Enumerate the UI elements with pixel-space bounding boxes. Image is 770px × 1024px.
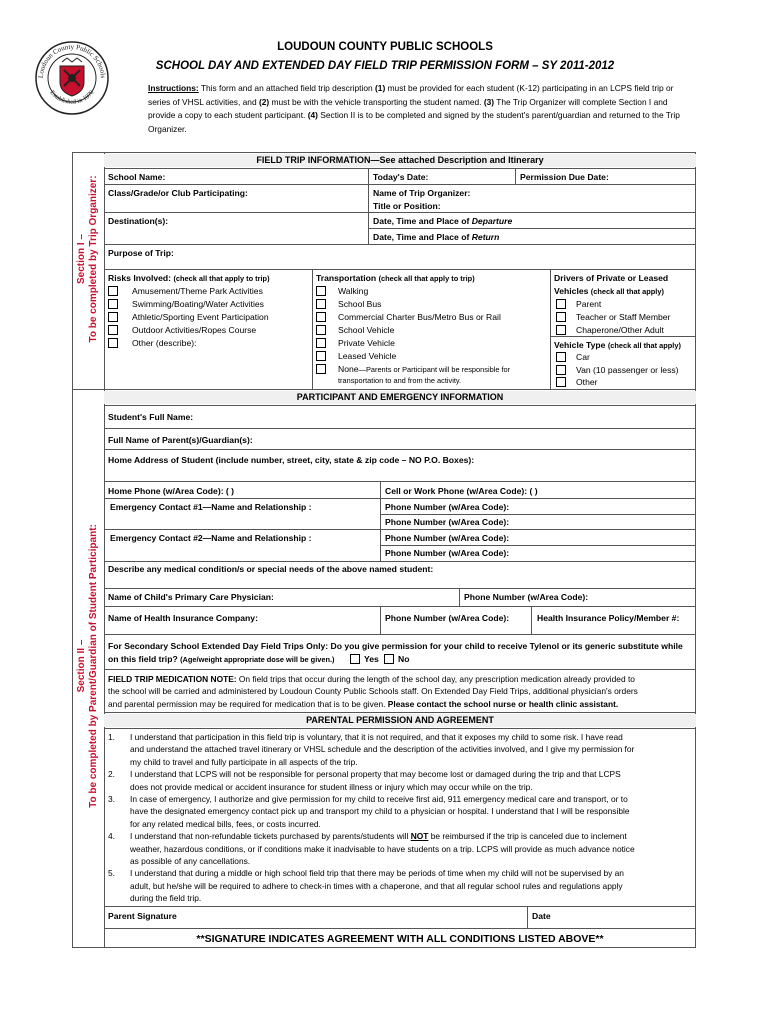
agreement-item-line: my child to travel and fully participate in all aspects of the trip. (130, 756, 358, 767)
row-divider (104, 498, 696, 499)
tylenol-question-text: on this field trip? (108, 654, 178, 664)
vehicle-type-note: (check all that apply) (607, 341, 681, 350)
todays-date-field[interactable]: Today's Date: (373, 172, 429, 182)
school-name-field[interactable]: School Name: (108, 172, 166, 182)
vehicle-type-option-label: Car (576, 352, 590, 362)
section2-sidebar-label (76, 466, 100, 866)
transport-none-note: —Parents or Participant will be responsible for (358, 365, 511, 374)
agreement-list (108, 731, 688, 905)
seal-text-top: Loudoun County Public Schools (36, 42, 108, 79)
instructions-text: This form and an attached field trip description (198, 83, 375, 93)
instructions-text: The Trip Organizer will complete Section I and provide a copy to each student participant. (148, 96, 668, 120)
vehicle-type-option-label: Van (10 passenger or less) (576, 365, 679, 375)
title-position-field[interactable]: Title or Position: (373, 201, 441, 211)
drivers-note: (check all that apply) (590, 287, 664, 296)
agreement-text: be reimbursed if the trip is canceled due to inclement (428, 831, 627, 842)
section1-sidebar-label (76, 144, 100, 374)
driver-option-label: Parent (576, 299, 602, 309)
medication-note-line (108, 698, 694, 710)
row-divider (104, 529, 696, 530)
agreement-item-line: and understand the attached travel itinerary or VHSL schedule and the description of the activities involved, and I give my permission for (130, 744, 635, 755)
cell-phone-field[interactable]: Cell or Work Phone (w/Area Code): ( ) (385, 486, 538, 496)
driver-checkbox[interactable] (556, 312, 566, 322)
risks-title: Risks Involved: (108, 273, 172, 283)
transport-checkbox[interactable] (316, 299, 326, 309)
agreement-item-line: for any related medical bills, fees, or costs incurred. (130, 818, 321, 829)
agreement-item-line: I understand that participation in this field trip is voluntary, that it is not required, and that it exposes my child to some risk. I have read (130, 732, 623, 742)
row-divider (104, 405, 696, 406)
insurance-policy-field[interactable]: Health Insurance Policy/Member #: (537, 613, 680, 623)
transportation-title: Transportation (316, 273, 377, 283)
instructions-text: must be provided for each student (K-12) participating in an LCPS field trip or series of VHSL activities, and (148, 83, 674, 107)
tylenol-yes-label: Yes (364, 654, 379, 664)
insurance-company-field[interactable]: Name of Health Insurance Company: (108, 613, 258, 623)
drivers-title: Vehicles (554, 286, 589, 296)
tylenol-question: For Secondary School Extended Day Field Trips Only: Do you give permission for your child to receive Tylenol or its generic substitute while (108, 641, 683, 651)
form-title: SCHOOL DAY AND EXTENDED DAY FIELD TRIP PERMISSION FORM – SY 2011-2012 (155, 60, 615, 72)
student-full-name-field[interactable]: Student's Full Name: (108, 412, 194, 422)
tylenol-dose-note: (Age/weight appropriate dose will be given.) (180, 655, 335, 664)
drivers-label-continued (554, 286, 664, 296)
medication-note (108, 673, 694, 710)
row-divider (104, 669, 696, 670)
col-divider (368, 168, 369, 244)
parent-signature-field[interactable]: Parent Signature (108, 911, 177, 921)
transport-none-note-continued: transportation to and from the activity. (338, 376, 462, 385)
agreement-item (108, 793, 688, 830)
agreement-item-line: as possible of any cancellations. (130, 856, 251, 867)
agreement-item-line: does not provide medical or accident insurance for student illness or injury which may occur while on the trip. (130, 781, 533, 792)
instructions (148, 82, 688, 136)
row-divider (104, 906, 696, 907)
col-divider (380, 606, 381, 634)
instructions-text: Section II is to be completed and signed by the student's parent/guardian and returned to the Trip Organizer. (148, 110, 680, 134)
section-divider (72, 389, 696, 390)
agreement-item-number: 3. (108, 794, 115, 805)
home-phone-field[interactable]: Home Phone (w/Area Code): ( ) (108, 486, 235, 496)
signature-agreement-notice: **SIGNATURE INDICATES AGREEMENT WITH ALL CONDITIONS LISTED ABOVE** (196, 933, 604, 945)
driver-checkbox[interactable] (556, 325, 566, 335)
driver-option-label: Chaperone/Other Adult (576, 325, 664, 335)
row-divider (380, 514, 696, 515)
seal-text-bottom: Established in 1870 (48, 89, 96, 106)
row-divider (104, 481, 696, 482)
emergency-phone-2a-field[interactable]: Phone Number (w/Area Code): (385, 533, 510, 543)
col-divider (527, 906, 528, 928)
transport-option-label: Walking (338, 286, 369, 296)
departure-field[interactable] (373, 216, 512, 226)
transport-none-label (338, 364, 510, 374)
agreement-item (108, 768, 688, 793)
agreement-item-line: In case of emergency, I authorize and give permission for my child to receive first aid, 911 emergency medical care and transport, or to (130, 794, 628, 805)
row-divider (104, 606, 696, 607)
row-divider (104, 561, 696, 562)
agreement-item-line: during the field trip. (130, 893, 202, 904)
transport-option-label: School Bus (338, 299, 382, 309)
tylenol-no-checkbox[interactable] (384, 654, 394, 664)
risks-label (108, 273, 270, 283)
medication-note-line: the school will be carried and administered by Loudoun County Public Schools staff. On Extended Day Field Trips, additional physician's orders (108, 686, 638, 697)
physician-phone-field[interactable]: Phone Number (w/Area Code): (464, 592, 589, 602)
agreement-item (108, 867, 688, 904)
agreement-item-line: have the designated emergency contact pick up and transport my child to a physician or hospital. I understand that I will be responsible (130, 806, 630, 817)
agreement-item-number: 4. (108, 831, 115, 842)
tylenol-yes-checkbox[interactable] (350, 654, 360, 664)
vehicle-type-option-label: Other (576, 377, 598, 387)
section2-subtitle: To be completed by Parent/Guardian of Student Participant: (88, 524, 99, 808)
col-divider (380, 481, 381, 561)
agreement-heading: PARENTAL PERMISSION AND AGREEMENT (104, 714, 696, 727)
vehicle-type-title: Vehicle Type (554, 340, 606, 350)
agreement-item-line: adult, but he/she will be required to adhere to check-in times with a chaperone, and that all regular school rules and regulations apply (130, 880, 623, 891)
driver-option-label: Teacher or Staff Member (576, 312, 671, 322)
emergency-phone-2b-field[interactable]: Phone Number (w/Area Code): (385, 548, 510, 558)
agreement-text: I understand that non-refundable tickets purchased by parents/students will (130, 831, 411, 842)
trip-info-heading: FIELD TRIP INFORMATION—See attached Description and Itinerary (104, 154, 696, 167)
row-divider (104, 428, 696, 429)
col-divider (312, 269, 313, 389)
emergency-phone-1b-field[interactable]: Phone Number (w/Area Code): (385, 517, 510, 527)
col-divider (459, 588, 460, 606)
emergency-contact-1-field[interactable]: Emergency Contact #1—Name and Relationship : (110, 502, 312, 512)
risk-option-label: Outdoor Activities/Ropes Course (132, 325, 257, 335)
medication-note-text: and parental permission may be required for medication that is to be given. (108, 698, 388, 709)
row-divider (104, 928, 696, 929)
agreement-not-emphasis: NOT (410, 831, 429, 842)
drivers-label: Drivers of Private or Leased (554, 273, 669, 283)
vehicle-type-checkbox[interactable] (556, 352, 566, 362)
row-divider (380, 545, 696, 546)
medication-note-contact: Please contact the school nurse or health clinic assistant. (387, 698, 619, 709)
agreement-item-line: I understand that during a middle or high school field trip that there may be periods of time when my child will not be supervised by an (130, 868, 624, 879)
agreement-item-number: 1. (108, 732, 115, 742)
class-grade-field[interactable]: Class/Grade/or Club Participating: (108, 188, 248, 198)
transportation-label (316, 273, 475, 283)
risk-checkbox[interactable] (108, 325, 118, 335)
transport-checkbox[interactable] (316, 364, 326, 374)
transport-none-text: None (338, 364, 359, 374)
col-divider (550, 269, 551, 389)
risk-option-label: Other (describe): (132, 338, 197, 348)
risk-option-label: Athletic/Sporting Event Participation (132, 312, 269, 322)
tylenol-no-label: No (398, 654, 410, 664)
driver-checkbox[interactable] (556, 299, 566, 309)
transport-option-label: Private Vehicle (338, 338, 395, 348)
risks-note: (check all that apply to trip) (173, 274, 270, 283)
agreement-item-line (130, 830, 688, 842)
instructions-num: (3) (483, 96, 495, 107)
transport-checkbox[interactable] (316, 338, 326, 348)
agreement-item (108, 731, 688, 768)
trip-organizer-name-field[interactable]: Name of Trip Organizer: (373, 188, 471, 198)
instructions-label: Instructions: (148, 83, 199, 93)
medication-note-label: FIELD TRIP MEDICATION NOTE: (108, 674, 237, 684)
parent-names-field[interactable]: Full Name of Parent(s)/Guardian(s): (108, 435, 253, 445)
row-divider (368, 228, 696, 229)
transportation-note: (check all that apply to trip) (378, 274, 475, 283)
participant-heading: PARTICIPANT AND EMERGENCY INFORMATION (104, 391, 696, 404)
organization-title: LOUDOUN COUNTY PUBLIC SCHOOLS (277, 41, 493, 53)
row-divider (104, 269, 696, 270)
transport-option-label: School Vehicle (338, 325, 395, 335)
row-divider (550, 336, 696, 337)
departure-word: Departure (471, 216, 513, 226)
transport-option-label: Leased Vehicle (338, 351, 397, 361)
risk-checkbox[interactable] (108, 312, 118, 322)
vehicle-type-checkbox[interactable] (556, 365, 566, 375)
emergency-phone-1a-field[interactable]: Phone Number (w/Area Code): (385, 502, 510, 512)
agreement-item-number: 5. (108, 868, 115, 879)
risk-checkbox[interactable] (108, 299, 118, 309)
insurance-phone-field[interactable]: Phone Number (w/Area Code): (385, 613, 510, 623)
risk-checkbox[interactable] (108, 338, 118, 348)
home-address-field[interactable]: Home Address of Student (include number, street, city, state & zip code – NO P.O. Boxes): (108, 455, 475, 465)
instructions-text: must be with the vehicle transporting the student named. (269, 96, 484, 107)
row-divider (104, 244, 696, 245)
purpose-field[interactable]: Purpose of Trip: (108, 248, 174, 258)
instructions-num: (1) (375, 83, 386, 93)
return-field[interactable] (373, 232, 499, 242)
risk-checkbox[interactable] (108, 286, 118, 296)
sidebar-divider (104, 152, 105, 948)
return-prefix: Date, Time and Place of (373, 232, 472, 242)
transport-checkbox[interactable] (316, 312, 326, 322)
departure-prefix: Date, Time and Place of (373, 216, 472, 226)
col-divider (515, 168, 516, 184)
section1-subtitle: To be completed by Trip Organizer: (88, 175, 99, 343)
agreement-item-line: weather, hazardous conditions, or if conditions make it inadvisable to have students on a trip. LCPS will provide as much advance notice (130, 843, 635, 854)
transport-option-label: Commercial Charter Bus/Metro Bus or Rail (338, 312, 501, 322)
return-word: Return (471, 232, 500, 242)
section2-title: Section II – (76, 639, 87, 693)
row-divider (104, 212, 696, 213)
medical-conditions-field[interactable]: Describe any medical condition/s or special needs of the above named student: (108, 564, 434, 574)
vehicle-type-label (554, 340, 681, 350)
risk-option-label: Swimming/Boating/Water Activities (132, 299, 264, 309)
row-divider (104, 184, 696, 185)
row-divider (104, 634, 696, 635)
tylenol-question-continued (108, 654, 335, 664)
row-divider (104, 728, 696, 729)
signature-date-field[interactable]: Date (532, 911, 551, 921)
agreement-item-number: 2. (108, 769, 115, 780)
physician-name-field[interactable]: Name of Child's Primary Care Physician: (108, 592, 274, 602)
agreement-item-line: I understand that LCPS will not be responsible for personal property that may become lost or damaged during the trip and that LCPS (130, 769, 621, 780)
destinations-field[interactable]: Destination(s): (108, 216, 169, 226)
row-divider (104, 449, 696, 450)
transport-checkbox[interactable] (316, 325, 326, 335)
section1-title: Section I – (76, 234, 87, 285)
transport-checkbox[interactable] (316, 286, 326, 296)
transport-checkbox[interactable] (316, 351, 326, 361)
agreement-item (108, 830, 688, 867)
vehicle-type-checkbox[interactable] (556, 377, 566, 387)
row-divider (104, 588, 696, 589)
instructions-num: (2) (258, 96, 270, 107)
instructions-num: (4) (307, 110, 318, 120)
permission-due-date-field[interactable]: Permission Due Date: (520, 172, 609, 182)
row-divider (104, 712, 696, 713)
row-divider (104, 168, 696, 169)
medication-note-line (108, 673, 694, 685)
emergency-contact-2-field[interactable]: Emergency Contact #2—Name and Relationship : (110, 533, 312, 543)
col-divider (531, 606, 532, 634)
medication-note-text: On field trips that occur during the length of the school day, any prescription medication already provided to (236, 674, 635, 684)
risk-option-label: Amusement/Theme Park Activities (132, 286, 263, 296)
